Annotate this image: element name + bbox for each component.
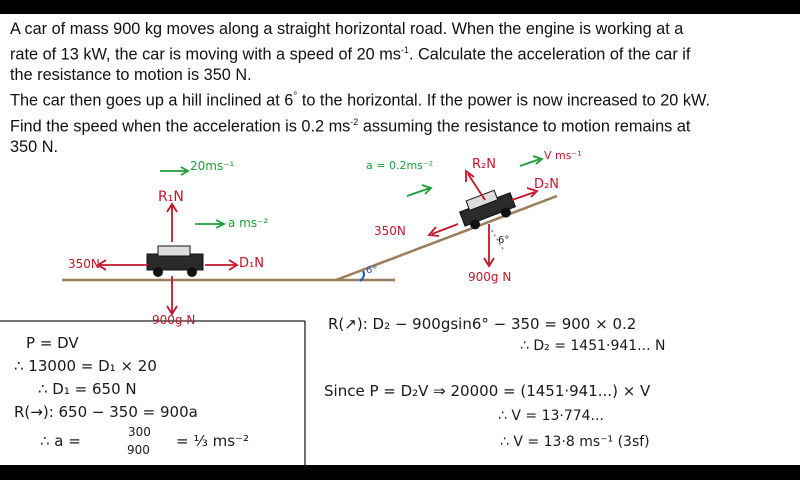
fraction-denominator: 900	[127, 443, 150, 457]
fraction-numerator: 300	[128, 425, 151, 439]
whiteboard-sheet	[0, 14, 800, 465]
car-icon	[147, 246, 203, 277]
label-reaction1: R₁N	[158, 189, 184, 205]
label-resist2: 350N	[374, 224, 406, 238]
label-angle: 6°	[366, 265, 378, 276]
label-resist1: 350N	[68, 257, 100, 271]
label-drive2: D₂N	[534, 177, 559, 192]
work-left-3: ∴ D₁ = 650 N	[38, 380, 137, 398]
work-left-5: ∴ a =	[40, 432, 81, 450]
car-on-hill-icon	[457, 185, 518, 232]
work-right-5: ∴ V = 13·8 ms⁻¹ (3sf)	[500, 434, 650, 450]
work-left-2: ∴ 13000 = D₁ × 20	[14, 357, 157, 375]
label-drive1: D₁N	[239, 256, 264, 271]
work-left-4: R(→): 650 − 350 = 900a	[14, 403, 198, 421]
work-right-1: R(↗): D₂ − 900gsin6° − 350 = 900 × 0.2	[328, 315, 637, 333]
work-right-4: ∴ V = 13·774...	[498, 408, 604, 424]
question-text: A car of mass 900 kg moves along a straight horizontal road. When the engine is working at a rate of 13 kW, the car is moving with a speed of 20 $ms^{-1}$. Calculate the acceleration of the car if the resistance to motion is 350 N. The car then goes up a hill inclined at 6° to the horizontal. If the power is now increased to 20 kW. Find the speed when the acceleration is 0.2 $ms^{-2}$ assuming the resistance to motion remains at 350 N.	[10, 20, 710, 157]
work-left-1: P = DV	[26, 334, 79, 352]
work-left-6: = ⅓ ms⁻²	[176, 432, 250, 450]
label-speed2: V ms⁻¹	[544, 149, 582, 162]
label-angle-small: 6°	[498, 235, 510, 246]
label-accel1: a ms⁻²	[228, 216, 269, 230]
label-weight1: 900g N	[152, 313, 196, 327]
label-reaction2: R₂N	[472, 157, 496, 172]
label-weight2: 900g N	[468, 270, 512, 284]
label-accel2: a = 0.2ms⁻²	[366, 159, 434, 172]
work-right-3: Since P = D₂V ⇒ 20000 = (1451·941...) × V	[324, 382, 651, 400]
work-right-2: ∴ D₂ = 1451·941... N	[520, 338, 666, 354]
label-speed1: 20ms⁻¹	[190, 159, 235, 173]
